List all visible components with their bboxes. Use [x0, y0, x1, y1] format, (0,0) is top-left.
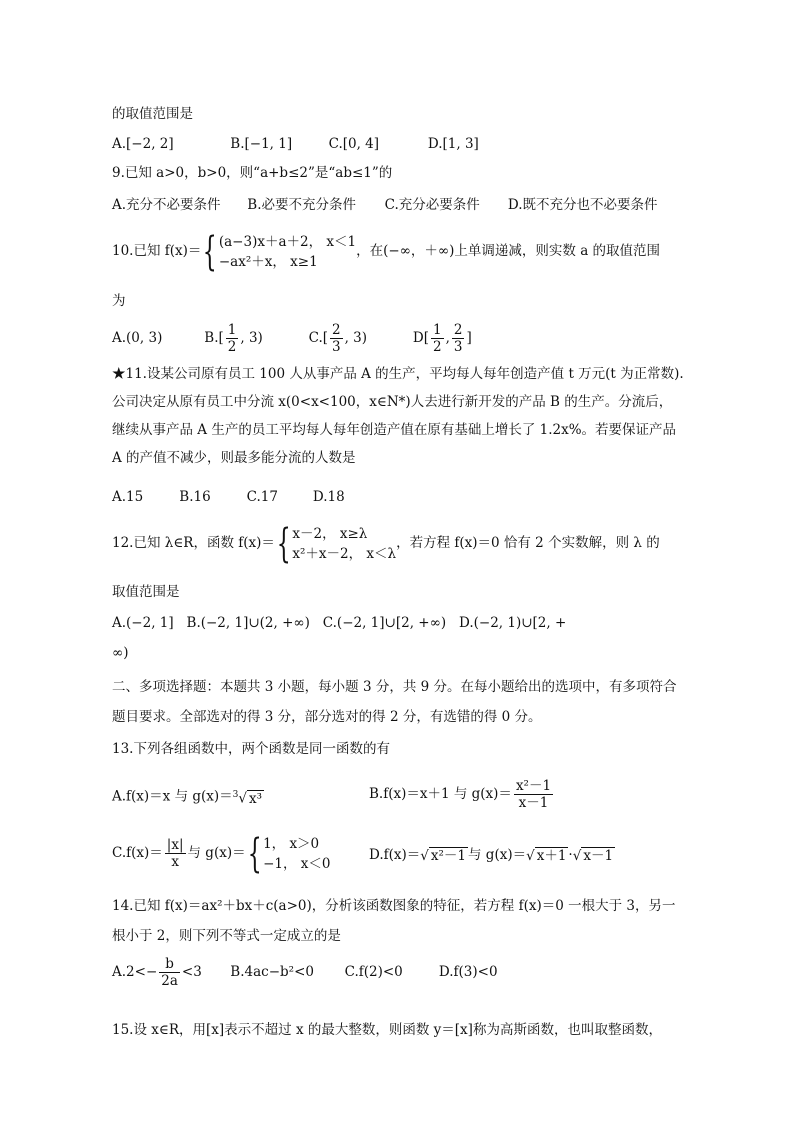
question-9-options — [112, 195, 658, 215]
q11-option-c: C.17 — [246, 489, 278, 505]
question-10-options — [112, 320, 472, 356]
question-14-stem: 14.已知 f(x)＝ax²＋bx＋c(a>0)，分析该函数图象的特征，若方程 f(x)＝0 一根大于 3，另一根小于 2，则下列不等式一定成立的是 — [112, 898, 676, 944]
q10-piecewise — [219, 232, 356, 272]
q14-option-d: D.f(3)<0 — [438, 964, 498, 980]
q9-option-b: B.必要不充分条件 — [247, 197, 357, 213]
q10-option-a: A.(0, 3) — [112, 330, 163, 346]
q14-option-a: A.2<− $\frac{b}{2a}$ <3 — [112, 956, 202, 989]
question-11-options — [112, 487, 345, 507]
q13-option-b: B.f(x)＝x＋1 与 g(x)＝ $\frac{\text{x²－1}}{x-1}$ — [369, 778, 552, 811]
question-10-stem — [112, 229, 660, 273]
q8-option-a: A.[−2, 2] — [112, 136, 174, 152]
q10-prefix: 10.已知 f(x)＝ — [112, 243, 202, 259]
q9-option-a: A.充分不必要条件 — [112, 197, 221, 213]
q10-option-c: C.[ $\frac{2}{3}$ , 3) — [308, 322, 368, 355]
question-12-stem — [112, 520, 660, 566]
question-13-stem: 13.下列各组函数中，两个函数是同一函数的有 — [112, 741, 390, 757]
section-2-heading: 二、多项选择题：本题共 3 小题，每小题 3 分，共 9 分。在每小题给出的选项中，有多项符合题目要求。全部选对的得 3 分，部分选对的得 2 分，有选错的得 0 分。 — [112, 679, 677, 725]
question-8-options — [112, 134, 479, 154]
q13-brace: { — [247, 830, 262, 877]
q12-case-2: x²＋x－2， x＜λ — [292, 545, 397, 562]
q8-option-b: B.[−1, 1] — [230, 136, 293, 152]
q11-option-b: B.16 — [179, 489, 211, 505]
q8-option-c: C.[0, 4] — [328, 136, 380, 152]
q10-option-b: B.[ $\frac{1}{2}$ , 3) — [204, 322, 263, 355]
q10-brace: { — [203, 228, 218, 275]
q13-option-a: A.f(x)＝x 与 g(x)＝$^3$√ x³ — [112, 780, 264, 814]
question-12-options-line-1: A.(−2, 1] B.(−2, 1]∪(2, +∞) C.(−2, 1]∪[2, +∞) D.(−2, 1)∪[2, + — [112, 615, 567, 631]
q12-piecewise — [292, 524, 396, 564]
question-9-stem: 9.已知 a>0，b>0，则“a+b≤2”是“ab≤1”的 — [112, 165, 393, 181]
q13-option-d: D.f(x)＝√ x²－1 与 g(x)＝√ x＋1 ·√ x－1 — [369, 840, 615, 871]
sqrt-icon: √ x－1 — [572, 847, 614, 864]
q13-option-c: C.f(x)＝ $\frac{|x|}{x}$ 与 g(x)＝{ 1， x＞0 −1， x＜0 — [112, 830, 331, 877]
q9-option-d: D.既不充分也不必要条件 — [507, 197, 658, 213]
q10-case-1: (a−3)x＋a＋2， x＜1 — [218, 233, 357, 250]
q12-case-1: x－2， x≥λ — [292, 525, 368, 542]
q10-suffix: ，在(−∞，＋∞)上单调递减，则实数 a 的取值范围 — [356, 243, 661, 259]
sqrt-icon: √ x＋1 — [526, 847, 567, 864]
q10-case-2: −ax²＋x， x≥1 — [218, 253, 318, 270]
q10-option-d: D[ $\frac{1}{2}$ , $\frac{2}{3}$ ] — [412, 322, 472, 355]
question-8-stem-fragment: 的取值范围是 — [112, 106, 193, 122]
q9-option-c: C.充分必要条件 — [384, 197, 480, 213]
q12-brace: { — [276, 520, 291, 567]
question-10-tail: 为 — [112, 293, 126, 309]
question-14-options — [112, 952, 498, 992]
q12-suffix: ，若方程 f(x)＝0 恰有 2 个实数解，则 λ 的 — [396, 535, 660, 551]
q12-prefix: 12.已知 λ∈R，函数 f(x)＝ — [112, 535, 275, 551]
q11-option-d: D.18 — [312, 489, 345, 505]
question-11-stem: ★11.设某公司原有员工 100 人从事产品 A 的生产，平均每人每年创造产值 t 万元(t 为正常数).公司决定从原有员工中分流 x(0<x<100，x∈N*)人去进行新开发的产品 B 的生产。分流后，继续从事产品 A 生产的员工平均每人每年创造产值在原有基础上增长了 1.2x%。若要保证产品 A 的产值不减少，则最多能分流的人数是 — [112, 366, 684, 466]
sqrt-icon: √ x²－1 — [420, 847, 467, 864]
question-12-tail: 取值范围是 — [112, 584, 180, 600]
q8-option-d: D.[1, 3] — [427, 136, 479, 152]
q14-option-c: C.f(2)<0 — [344, 964, 403, 980]
q11-option-a: A.15 — [112, 489, 144, 505]
cube-root-icon: $^3$√ x³ — [232, 790, 263, 807]
q14-option-b: B.4ac−b²<0 — [230, 964, 314, 980]
question-15-stem: 15.设 x∈R，用[x]表示不超过 x 的最大整数，则函数 y＝[x]称为高斯函数，也叫取整函数， — [112, 1022, 662, 1038]
question-12-options-line-2: ∞) — [112, 645, 129, 661]
